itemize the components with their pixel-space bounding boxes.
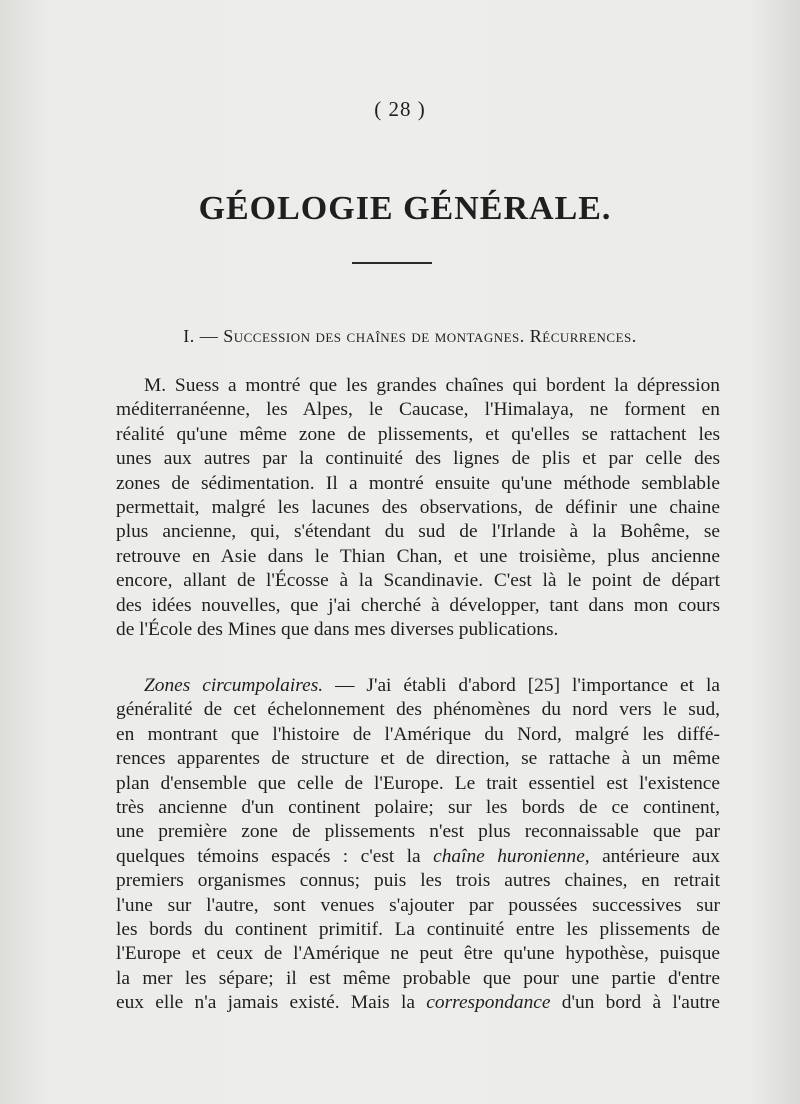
text-line: des idées nouvelles, que j'ai cherché à développer, tant dans mon cours — [116, 594, 720, 616]
text-line — [116, 674, 720, 698]
text-fragment: eux elle n'a jamais existé. Mais la — [116, 992, 427, 1014]
text-line: de l'École des Mines que dans mes diverses publications. — [116, 619, 559, 641]
text-line: l'Europe et ceux de l'Amérique ne peut être qu'une hypothèse, puisque — [116, 943, 720, 965]
text-line: M. Suess a montré que les grandes chaînes qui bordent la dépression — [144, 375, 720, 396]
text-line: l'une sur l'autre, sont venues s'ajouter par poussées successives sur — [116, 894, 720, 916]
page-number: ( 28 ) — [374, 97, 426, 121]
text-line: méditerranéenne, les Alpes, le Caucase, l'Himalaya, ne forment en — [116, 399, 720, 421]
text-line: rences apparentes de structure et de direction, se rattache à un même — [116, 748, 720, 770]
italic-term: correspondance — [426, 992, 551, 1014]
italic-heading: Zones circumpolaires. — [144, 675, 324, 696]
text-line: réalité qu'une même zone de plissements, et qu'elles se rattachent les — [116, 423, 720, 445]
text-line: les bords du continent primitif. La continuité entre les plissements de — [116, 919, 720, 941]
text-line: retrouve en Asie dans le Thian Chan, et une troisième, plus ancienne — [116, 545, 720, 567]
text-line: permettait, malgré les lacunes des observations, de définir une chaine — [116, 497, 720, 519]
text-line: une première zone de plissements n'est plus reconnaissable que par — [116, 821, 720, 843]
section-heading-text: Succession des chaînes de montagnes. Récurrences. — [223, 326, 637, 346]
text-fragment: — J'ai établi d'abord [25] l'importance et la — [323, 675, 720, 696]
text-fragment: d'un bord à l'autre — [550, 992, 720, 1014]
chapter-title: GÉOLOGIE GÉNÉRALE. — [198, 190, 612, 227]
section-heading — [0, 326, 800, 347]
text-line — [116, 991, 720, 1015]
text-line: très ancienne d'un continent polaire; sur les bords de ce continent, — [116, 797, 720, 819]
text-line: unes aux autres par la continuité des lignes de plis et par celle des — [116, 448, 720, 470]
text-fragment: quelques témoins espacés : c'est la — [116, 845, 434, 867]
text-line — [116, 845, 720, 869]
text-line: en montrant que l'histoire de l'Amérique du Nord, malgré les diffé- — [116, 723, 720, 745]
text-line: premiers organismes connus; puis les trois autres chaines, en retrait — [116, 870, 720, 892]
text-line: généralité de cet échelonnement des phénomènes du nord vers le sud, — [116, 699, 720, 721]
section-numeral: I. — — [183, 326, 219, 346]
text-line: zones de sédimentation. Il a montré ensuite qu'une méthode semblable — [116, 472, 720, 494]
text-line: plus ancienne, qui, s'étendant du sud de l'Irlande à la Bohême, se — [116, 521, 720, 543]
text-line: encore, allant de l'Écosse à la Scandinavie. C'est là le point de départ — [116, 570, 720, 592]
text-line: la mer les sépare; il est même probable que pour une partie d'entre — [116, 967, 720, 989]
title-divider — [352, 262, 432, 264]
paragraph-1 — [116, 374, 720, 642]
text-fragment: antérieure aux — [589, 845, 721, 867]
paragraph-2 — [116, 674, 720, 1016]
italic-term: chaîne huronienne, — [433, 845, 590, 867]
text-line: plan d'ensemble que celle de l'Europe. Le trait essentiel est l'existence — [116, 772, 720, 794]
